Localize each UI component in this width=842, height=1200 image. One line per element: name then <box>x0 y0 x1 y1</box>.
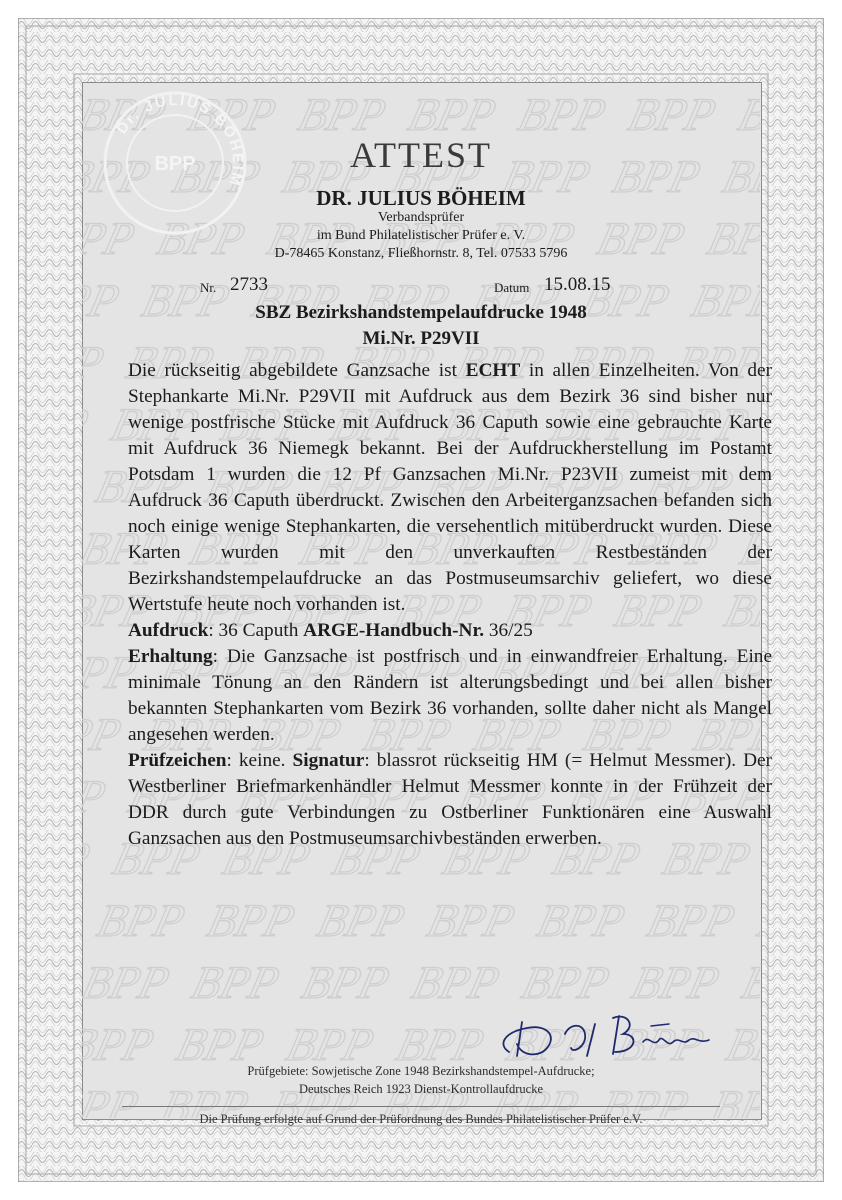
body-paragraph-overprint: Aufdruck: 36 Caputh ARGE-Handbuch-Nr. 36/25 <box>128 620 533 641</box>
examiner-address: D-78465 Konstanz, Fließhornstr. 8, Tel. 07533 5796 <box>274 246 568 261</box>
body-paragraph-signature: Prüfzeichen: keine. Signatur: blassrot rückseitig HM (= Helmut Messmer). Der Westberliner Briefmarkenhändler Helmut Messmer konnte in der Frühzeit der DDR durch gute Verbindungen zu Ostberliner Funktionären eine Auswahl Ganzsachen aus den Postmuseumsarchivbeständen erwerben. <box>128 750 772 849</box>
examiner-name: DR. JULIUS BÖHEIM <box>316 186 526 210</box>
certificate-meta <box>82 274 760 300</box>
catalog-number: Mi.Nr. P29VII <box>362 328 480 349</box>
body-paragraph-condition: Erhaltung: Die Ganzsache ist postfrisch und in einwandfreier Erhaltung. Eine minimale Tönung an den Rändern ist alterungsbedingt und bei allen bisher bekannten Stephankarten vom Bezirk 36 vorhanden, sollte daher nicht als Mangel angesehen werden. <box>128 646 772 745</box>
handwritten-signature <box>487 1004 727 1064</box>
echt-verdict: ECHT <box>465 360 521 381</box>
examination-areas-line1: Prüfgebiete: Sowjetische Zone 1948 Bezirkshandstempel-Aufdrucke; <box>247 1064 595 1078</box>
number-label: Nr. <box>200 280 217 295</box>
date-label: Datum <box>494 280 530 295</box>
body-paragraph-main: Die rückseitig abgebildete Ganzsache ist ECHT in allen Einzelheiten. Von der Stephankarte Mi.Nr. P29VII mit Aufdruck aus dem Bezirk 36 sind bisher nur wenige postfrische Stücke mit Aufdruck 36 Caputh sowie eine gebrauchte Karte mit Aufdruck 36 Niemegk bekannt. Bei der Aufdruckherstellung im Postamt Potsdam 1 wurden die 12 Pf Ganzsachen Mi.Nr. P23VII zumeist mit dem Aufdruck 36 Caputh überdruckt. Zwischen den Arbeiterganzsachen befanden sich noch einige wenige Stephankarten, die versehentlich mitüberdruckt wurden. Diese Karten wurden mit den unverkauften Restbeständen der Bezirkshandstempelaufdrucke an das Postmuseumsarchiv geliefert, wo diese Wertstufe heute noch vorhanden ist. <box>128 360 772 615</box>
certificate-subject: SBZ Bezirkshandstempelaufdrucke 1948 <box>255 302 587 323</box>
legal-notice: Die Prüfung erfolgte auf Grund der Prüfordnung des Bundes Philatelistischer Prüfer e.V. <box>199 1112 643 1126</box>
certificate-number: 2733 <box>230 274 268 295</box>
certificate-date: 15.08.15 <box>544 274 611 295</box>
examination-areas-line2: Deutsches Reich 1923 Dienst-Kontrollaufdrucke <box>298 1082 544 1096</box>
examiner-role: Verbandsprüfer <box>377 210 465 225</box>
seal-center-text: BPP <box>154 153 196 175</box>
certificate-title: ATTEST <box>350 135 492 175</box>
certificate-body <box>128 358 772 852</box>
examiner-organization: im Bund Philatelistischer Prüfer e. V. <box>316 228 526 243</box>
footer-divider <box>122 1106 720 1107</box>
seal-ring-text: Dr. JULIUS BÖHEIM <box>113 91 247 189</box>
